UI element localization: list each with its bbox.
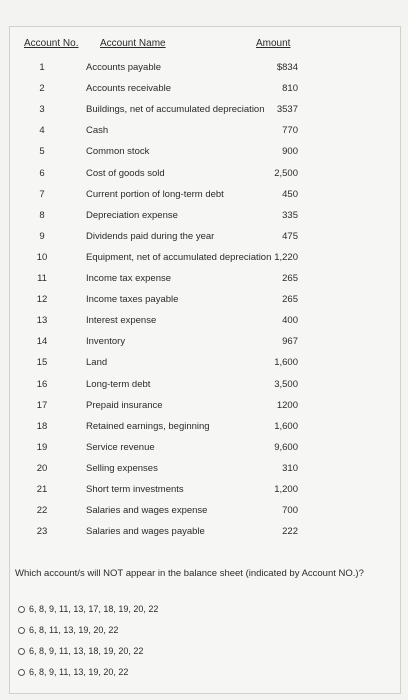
account-number: 15 — [36, 357, 48, 369]
account-amount: 335 — [282, 209, 298, 221]
table-row — [0, 505, 408, 526]
table-row — [0, 294, 408, 315]
table-row — [0, 400, 408, 421]
table-row — [0, 252, 408, 273]
answer-option-label: 6, 8, 9, 11, 13, 17, 18, 19, 20, 22 — [29, 604, 159, 614]
table-row — [0, 463, 408, 484]
header-account-name: Account Name — [100, 38, 166, 49]
account-name: Buildings, net of accumulated depreciation — [86, 104, 265, 116]
account-amount: 222 — [282, 526, 298, 538]
table-row — [0, 62, 408, 83]
account-number: 13 — [36, 315, 48, 327]
account-amount: 1,600 — [274, 357, 298, 369]
account-name: Service revenue — [86, 441, 155, 453]
account-name: Salaries and wages expense — [86, 505, 208, 517]
account-name: Accounts payable — [86, 62, 161, 73]
table-row — [0, 336, 408, 357]
account-amount: 900 — [282, 146, 298, 158]
table-row — [0, 442, 408, 463]
account-name: Accounts receivable — [86, 83, 172, 95]
account-amount: $834 — [276, 62, 298, 73]
account-number: 4 — [39, 125, 45, 137]
account-name: Equipment, net of accumulated depreciation — [86, 251, 272, 263]
header-amount: Amount — [256, 38, 291, 49]
account-number: 3 — [39, 104, 45, 116]
account-amount: 475 — [282, 230, 298, 242]
question-text: Which account/s will NOT appear in the balance sheet (indicated by Account NO.)? — [15, 568, 364, 579]
account-name: Cash — [86, 125, 109, 137]
table-row — [0, 189, 408, 210]
account-amount: 2,500 — [274, 167, 298, 179]
account-amount: 9,600 — [274, 441, 298, 453]
header-account-no: Account No. — [24, 38, 79, 49]
account-amount: 700 — [282, 505, 298, 517]
account-number: 9 — [39, 230, 45, 242]
account-name: Land — [86, 357, 108, 369]
account-number: 21 — [36, 484, 48, 495]
account-name: Common stock — [86, 146, 150, 158]
account-name: Dividends paid during the year — [86, 230, 215, 242]
table-row — [0, 421, 408, 442]
table-row — [0, 526, 408, 547]
account-number: 20 — [36, 462, 48, 474]
account-name: Salaries and wages payable — [86, 526, 205, 538]
table-row — [0, 357, 408, 378]
account-number: 11 — [37, 273, 47, 284]
account-number: 5 — [39, 146, 45, 158]
answer-option[interactable] — [18, 625, 118, 635]
account-amount: 3537 — [276, 104, 298, 116]
table-row — [0, 231, 408, 252]
account-name: Income tax expense — [86, 273, 172, 284]
table-row — [0, 379, 408, 400]
account-number: 7 — [39, 188, 45, 200]
account-name: Current portion of long-term debt — [86, 188, 224, 200]
answer-option[interactable] — [18, 646, 143, 656]
account-amount: 265 — [282, 294, 298, 306]
account-name: Depreciation expense — [86, 209, 178, 221]
account-number: 22 — [36, 505, 48, 517]
radio-button-icon[interactable] — [18, 669, 25, 676]
account-amount: 770 — [282, 125, 298, 137]
account-name: Income taxes payable — [86, 294, 179, 306]
account-amount: 1,220 — [274, 251, 298, 263]
account-number: 19 — [36, 441, 48, 453]
account-number: 10 — [36, 251, 48, 263]
account-number: 23 — [36, 526, 48, 538]
radio-button-icon[interactable] — [18, 648, 25, 655]
account-name: Retained earnings, beginning — [86, 420, 210, 432]
answer-option-label: 6, 8, 11, 13, 19, 20, 22 — [29, 625, 119, 635]
account-number: 8 — [39, 209, 45, 221]
account-name: Interest expense — [86, 315, 157, 327]
account-name: Inventory — [86, 336, 126, 348]
account-amount: 1,600 — [274, 420, 298, 432]
account-number: 17 — [36, 399, 48, 411]
table-row — [0, 315, 408, 336]
account-number: 16 — [36, 378, 48, 390]
account-name: Cost of goods sold — [86, 167, 165, 179]
account-amount: 450 — [282, 188, 298, 200]
radio-button-icon[interactable] — [18, 606, 25, 613]
account-number: 6 — [39, 167, 45, 179]
account-amount: 1,200 — [274, 484, 298, 495]
table-row — [0, 83, 408, 104]
table-row — [0, 125, 408, 146]
account-amount: 400 — [282, 315, 298, 327]
account-number: 18 — [36, 420, 48, 432]
answer-option-label: 6, 8, 9, 11, 13, 18, 19, 20, 22 — [29, 646, 144, 656]
account-amount: 310 — [282, 462, 298, 474]
table-row — [0, 210, 408, 231]
table-row — [0, 104, 408, 125]
account-amount: 967 — [282, 336, 298, 348]
account-amount: 810 — [282, 83, 298, 95]
account-amount: 1200 — [276, 399, 298, 411]
account-number: 14 — [36, 336, 48, 348]
account-number: 12 — [36, 294, 48, 306]
account-number: 2 — [39, 83, 45, 95]
account-number: 1 — [39, 62, 45, 73]
account-name: Prepaid insurance — [86, 399, 163, 411]
radio-button-icon[interactable] — [18, 627, 25, 634]
table-row — [0, 273, 408, 294]
answer-option[interactable] — [18, 667, 128, 677]
account-amount: 3,500 — [274, 378, 298, 390]
table-row — [0, 484, 408, 505]
account-name: Short term investments — [86, 484, 184, 495]
table-row — [0, 146, 408, 167]
table-row — [0, 168, 408, 189]
answer-option[interactable] — [18, 604, 158, 614]
account-amount: 265 — [282, 273, 298, 284]
account-name: Selling expenses — [86, 462, 158, 474]
account-name: Long-term debt — [86, 378, 151, 390]
answer-option-label: 6, 8, 9, 11, 13, 19, 20, 22 — [29, 667, 129, 677]
